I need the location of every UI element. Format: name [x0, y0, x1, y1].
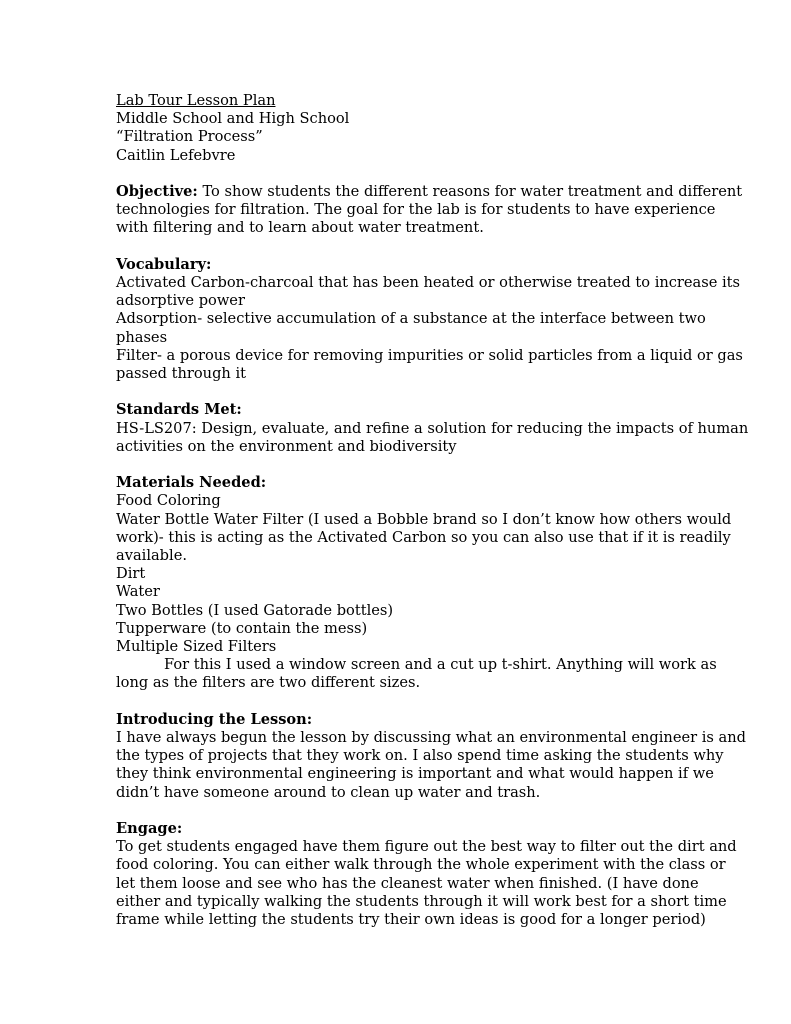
vocabulary-line: passed through it	[116, 365, 246, 383]
introducing-line: didn’t have someone around to clean up water and trash.	[116, 783, 541, 801]
objective-line: To show students the different reasons for water treatment and different	[197, 183, 743, 200]
engage-section	[116, 820, 737, 929]
engage-line: let them loose and see who has the cleanest water when finished. (I have done	[116, 874, 699, 892]
engage-line: To get students engaged have them figure out the best way to filter out the dirt and	[116, 838, 737, 856]
vocabulary-line: Adsorption- selective accumulation of a substance at the interface between two	[116, 310, 706, 328]
materials-item: work)- this is acting as the Activated Carbon so you can also use that if it is readily	[116, 528, 731, 546]
objective-first-line	[116, 183, 743, 201]
introducing-section	[116, 710, 746, 802]
objective-line: with filtering and to learn about water treatment.	[116, 219, 484, 237]
materials-item: available.	[116, 547, 187, 565]
engage-line: frame while letting the students try their own ideas is good for a longer period)	[116, 911, 706, 929]
materials-note: For this I used a window screen and a cut up t-shirt. Anything will work as	[164, 656, 717, 674]
vocabulary-line: adsorptive power	[116, 292, 245, 310]
vocabulary-line: Activated Carbon-charcoal that has been heated or otherwise treated to increase its	[116, 274, 741, 291]
materials-item: Dirt	[116, 565, 146, 583]
materials-item: Tupperware (to contain the mess)	[116, 619, 368, 637]
materials-item: Water Bottle Water Filter (I used a Bobble brand so I don’t know how others would	[116, 510, 732, 528]
lesson-title: Lab Tour Lesson Plan	[116, 92, 276, 109]
objective-line: technologies for filtration. The goal for the lab is for students to have experience	[116, 201, 716, 219]
spacer	[116, 165, 686, 183]
document-page	[116, 92, 749, 929]
objective-heading: Objective:	[116, 183, 198, 200]
spacer	[116, 383, 686, 401]
materials-item: Multiple Sized Filters	[116, 638, 277, 656]
objective-section	[116, 183, 743, 238]
introducing-line: they think environmental engineering is important and what would happen if we	[116, 765, 714, 783]
topic-line: “Filtration Process”	[116, 128, 263, 146]
spacer	[116, 693, 686, 711]
spacer	[116, 802, 686, 820]
audience-line: Middle School and High School	[116, 110, 350, 128]
engage-line: food coloring. You can either walk through the whole experiment with the class or	[116, 856, 726, 874]
vocabulary-section	[116, 255, 743, 383]
engage-line: either and typically walking the students through it will work best for a short time	[116, 892, 727, 910]
author-line: Caitlin Lefebvre	[116, 146, 236, 164]
introducing-line: I have always begun the lesson by discussing what an environmental engineer is and	[116, 729, 746, 747]
vocabulary-heading: Vocabulary:	[116, 255, 212, 273]
materials-heading: Materials Needed:	[116, 474, 267, 492]
standards-line: HS-LS207: Design, evaluate, and refine a solution for reducing the impacts of human	[116, 419, 749, 437]
materials-section	[116, 474, 732, 692]
materials-item: Two Bottles (I used Gatorade bottles)	[116, 601, 394, 619]
materials-note: long as the filters are two different sizes.	[116, 674, 421, 692]
standards-heading: Standards Met:	[116, 401, 242, 419]
spacer	[116, 238, 686, 256]
standards-line: activities on the environment and biodiversity	[116, 437, 457, 455]
spacer	[116, 456, 686, 474]
engage-heading: Engage:	[116, 820, 183, 838]
materials-item: Water	[116, 583, 160, 601]
introducing-line: the types of projects that they work on. I also spend time asking the students why	[116, 747, 724, 765]
vocabulary-line: phases	[116, 328, 168, 346]
standards-section	[116, 401, 749, 456]
materials-item: Food Coloring	[116, 492, 221, 510]
vocabulary-line: Filter- a porous device for removing impurities or solid particles from a liquid or gas	[116, 346, 743, 364]
introducing-heading: Introducing the Lesson:	[116, 710, 313, 728]
